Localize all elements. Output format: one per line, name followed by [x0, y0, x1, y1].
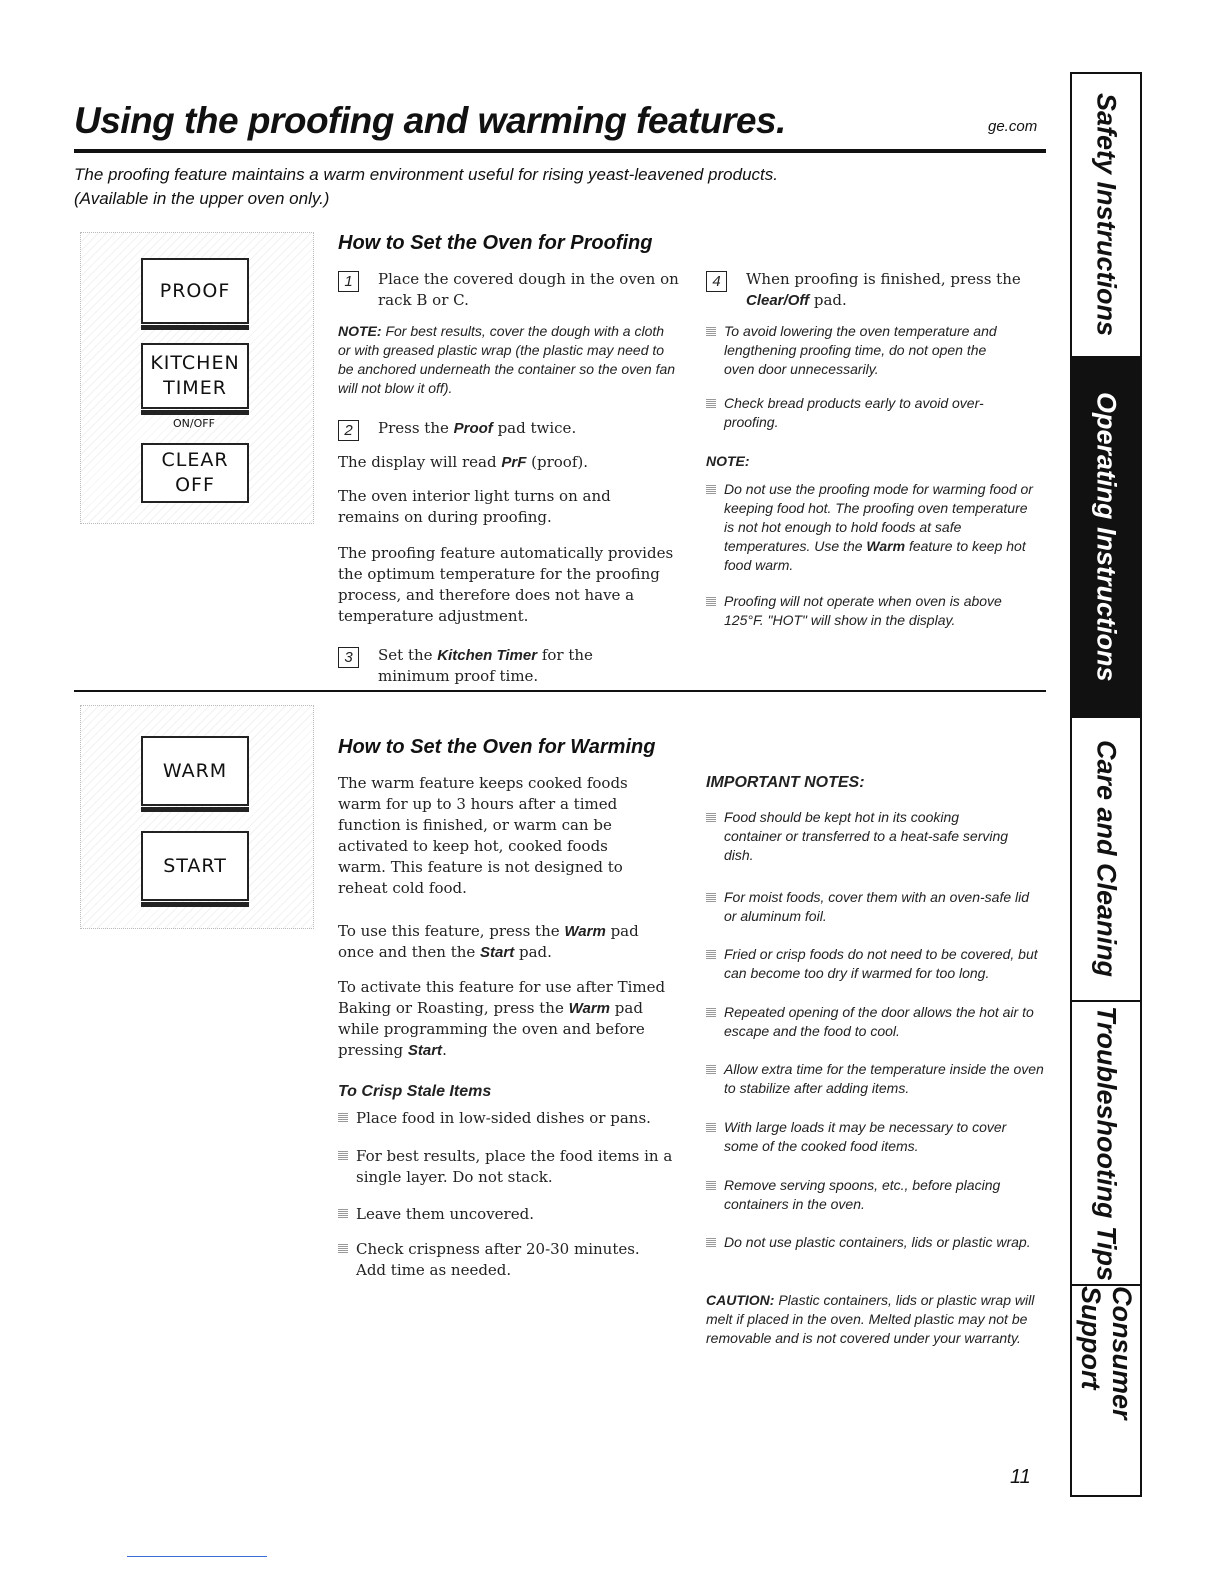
- pad-indicator-bar: [141, 325, 249, 330]
- proofing-note-2-label: NOTE:: [706, 453, 750, 469]
- proofing-bullet-2: [706, 394, 1006, 432]
- step-number: 1: [338, 271, 359, 292]
- proof-pad-label: PROOF: [159, 279, 231, 302]
- warming-para-2: [338, 921, 668, 963]
- proofing-auto-para: The proofing feature automatically provides the optimum temperature for the proofing process, and therefore does not have a temperature adjustment.: [338, 544, 674, 625]
- tab-operating-instructions[interactable]: [1072, 358, 1140, 718]
- section-divider: [74, 690, 1046, 692]
- bullet-text: Check crispness after 20-30 minutes. Add time as needed.: [356, 1240, 640, 1279]
- header-divider: [74, 149, 1046, 153]
- display-text: (proof).: [526, 453, 589, 471]
- bullet-text: Place food in low-sided dishes or pans.: [356, 1109, 651, 1127]
- proofing-step-1: [338, 269, 680, 311]
- bullet-text: Fried or crisp foods do not need to be covered, but can become too dry if warmed for too long.: [724, 946, 1038, 981]
- kitchen-timer-line2: TIMER: [163, 377, 227, 399]
- kitchen-timer-pad: [141, 343, 249, 409]
- intro-line-1: The proofing feature maintains a warm environment useful for rising yeast-leavened products.: [74, 165, 778, 184]
- bullet-text: Do not use the proofing mode for warming food or keeping food hot. The proofing oven temperature is not hot enough to hold foods at safe temperatures. Use the: [724, 481, 1033, 554]
- warming-para-1: The warm feature keeps cooked foods warm for up to 3 hours after a timed function is finished, or warm can be activated to keep hot, cooked foods warm. This feature is not designed to reheat cold food.: [338, 774, 628, 897]
- tab-label: Troubleshooting Tips: [1091, 1005, 1122, 1281]
- start-ref: Start: [480, 944, 515, 961]
- crisp-bullet-1: [338, 1108, 678, 1129]
- warm-ref: Warm: [866, 538, 906, 554]
- bullet-icon: [338, 1151, 348, 1160]
- page-number: 11: [1010, 1466, 1031, 1488]
- tab-label: Safety Instructions: [1091, 93, 1122, 337]
- bullet-icon: [706, 1123, 716, 1132]
- display-reads: [338, 452, 680, 473]
- step-text: pad twice.: [492, 419, 577, 437]
- bullet-text: To avoid lowering the oven temperature and lengthening proofing time, do not open the oven door unnecessarily.: [724, 323, 997, 377]
- note-text: For best results, cover the dough with a cloth or with greased plastic wrap (the plastic may need to be anchored underneath the container so the oven fan will not blow it off).: [338, 323, 676, 396]
- step-text: pad.: [809, 291, 847, 309]
- intro-text: [74, 163, 894, 211]
- important-bullet-7: [706, 1176, 1036, 1214]
- step-text: for the minimum proof time.: [378, 646, 593, 685]
- bullet-icon: [706, 1238, 716, 1247]
- bullet-text: feature to keep hot food warm.: [724, 538, 1026, 573]
- caution-label: CAUTION:: [706, 1292, 775, 1308]
- clear-off-line2: OFF: [175, 474, 215, 496]
- proofing-bullet-3: [706, 480, 1036, 575]
- display-text: The display will read: [338, 453, 502, 471]
- clear-off-pad: [141, 443, 249, 503]
- tab-label: Care and Cleaning: [1091, 740, 1122, 978]
- warm-ref: Warm: [564, 923, 606, 940]
- proofing-note-1: [338, 322, 678, 398]
- important-bullet-6: [706, 1118, 1036, 1156]
- pad-indicator-bar: [141, 902, 249, 907]
- site-link[interactable]: ge.com: [988, 118, 1038, 135]
- bullet-icon: [338, 1209, 348, 1218]
- proofing-step-2: [338, 418, 680, 439]
- pad-indicator-bar: [141, 410, 249, 415]
- warming-para-3: [338, 977, 668, 1061]
- proofing-bullet-1: [706, 322, 1006, 379]
- important-bullet-4: [706, 1003, 1036, 1041]
- tab-label: Operating Instructions: [1091, 392, 1122, 682]
- caution-note: [706, 1291, 1046, 1348]
- crisp-heading: To Crisp Stale Items: [338, 1083, 492, 1100]
- start-ref: Start: [407, 1042, 443, 1059]
- important-bullet-1: [706, 808, 1016, 865]
- important-bullet-2: [706, 888, 1036, 926]
- bullet-icon: [706, 1065, 716, 1074]
- bullet-text: Check bread products early to avoid over-proofing.: [724, 395, 984, 430]
- bullet-icon: [706, 597, 716, 606]
- kitchen-timer-ref: Kitchen Timer: [437, 647, 538, 664]
- kitchen-timer-line1: KITCHEN: [150, 352, 240, 374]
- bullet-text: Food should be kept hot in its cooking container or transferred to a heat-safe serving dish.: [724, 809, 1009, 863]
- step-number: 2: [338, 420, 359, 441]
- proofing-step-4: [706, 269, 1026, 311]
- crisp-bullet-4: [338, 1239, 668, 1281]
- pad-indicator-bar: [141, 807, 249, 812]
- bullet-icon: [706, 399, 716, 408]
- step-text: Press the: [378, 419, 454, 437]
- bullet-icon: [706, 950, 716, 959]
- note-label: NOTE:: [338, 323, 382, 339]
- para-text: To activate this feature for use after Timed Baking or Roasting, press the: [338, 978, 666, 1017]
- important-bullet-5: [706, 1060, 1046, 1098]
- crisp-bullet-3: [338, 1204, 678, 1225]
- warm-ref: Warm: [568, 1000, 610, 1017]
- bullet-icon: [338, 1244, 348, 1253]
- clear-off-line1: CLEAR: [161, 449, 229, 471]
- decorative-line: [127, 1556, 267, 1557]
- start-pad: [141, 831, 249, 901]
- bullet-text: Repeated opening of the door allows the hot air to escape and the food to cool.: [724, 1004, 1034, 1039]
- bullet-text: Proofing will not operate when oven is above 125°F. "HOT" will show in the display.: [724, 593, 1002, 628]
- proof-pad: [141, 258, 249, 324]
- warming-heading: How to Set the Oven for Warming: [338, 736, 656, 758]
- proofing-step-3: [338, 645, 638, 687]
- para-text: pad once and then the: [338, 922, 639, 961]
- para-text: .: [442, 1041, 447, 1059]
- step-text: When proofing is finished, press the: [746, 270, 1021, 288]
- step-text: Set the: [378, 646, 438, 664]
- important-bullet-8: [706, 1233, 1036, 1252]
- caution-text: Plastic containers, lids or plastic wrap will melt if placed in the oven. Melted plastic may not be removable and is not covered under your warranty.: [706, 1292, 1035, 1346]
- bullet-text: For best results, place the food items in a single layer. Do not stack.: [356, 1147, 673, 1186]
- bullet-text: For moist foods, cover them with an oven-safe lid or aluminum foil.: [724, 889, 1030, 924]
- start-pad-label: START: [163, 854, 227, 877]
- section-tab-strip: [1070, 72, 1142, 1497]
- proof-pad-ref: Proof: [453, 420, 493, 437]
- tab-consumer-support[interactable]: [1072, 1286, 1140, 1495]
- bullet-icon: [706, 813, 716, 822]
- important-notes-heading: IMPORTANT NOTES:: [706, 774, 865, 791]
- proof-control-panel: [80, 232, 314, 524]
- bullet-text: Leave them uncovered.: [356, 1205, 534, 1223]
- intro-line-2: (Available in the upper oven only.): [74, 189, 330, 208]
- bullet-icon: [706, 485, 716, 494]
- bullet-icon: [338, 1113, 348, 1122]
- bullet-text: With large loads it may be necessary to cover some of the cooked food items.: [724, 1119, 1007, 1154]
- tab-label: Consumer Support: [1076, 1286, 1137, 1420]
- bullet-text: Remove serving spoons, etc., before placing containers in the oven.: [724, 1177, 1001, 1212]
- proofing-heading: How to Set the Oven for Proofing: [338, 232, 653, 254]
- important-bullet-3: [706, 945, 1046, 983]
- bullet-icon: [706, 1181, 716, 1190]
- tab-safety-instructions[interactable]: [1072, 74, 1140, 358]
- step-number: 3: [338, 647, 359, 668]
- bullet-icon: [706, 1008, 716, 1017]
- tab-troubleshooting-tips[interactable]: [1072, 1002, 1140, 1286]
- bullet-text: Allow extra time for the temperature inside the oven to stabilize after adding items.: [724, 1061, 1044, 1096]
- para-text: pad.: [514, 943, 552, 961]
- warm-pad-label: WARM: [162, 759, 228, 782]
- proofing-light-para: The oven interior light turns on and remains on during proofing.: [338, 487, 611, 526]
- on-off-caption: ON/OFF: [173, 417, 215, 430]
- para-text: pad while programming the oven and before pressing: [338, 999, 645, 1059]
- bullet-text: Do not use plastic containers, lids or plastic wrap.: [724, 1234, 1031, 1250]
- warm-control-panel: [80, 705, 314, 929]
- prf-code: PrF: [501, 454, 527, 471]
- page-title: Using the proofing and warming features.: [74, 100, 786, 141]
- clear-off-ref: Clear/Off: [746, 292, 810, 309]
- para-text: To use this feature, press the: [338, 922, 565, 940]
- step-number: 4: [706, 271, 727, 292]
- bullet-icon: [706, 327, 716, 336]
- tab-care-and-cleaning[interactable]: [1072, 718, 1140, 1002]
- step-text: Place the covered dough in the oven on rack B or C.: [378, 270, 679, 309]
- crisp-bullet-2: [338, 1146, 678, 1188]
- proofing-bullet-4: [706, 592, 1036, 630]
- warm-pad: [141, 736, 249, 806]
- bullet-icon: [706, 893, 716, 902]
